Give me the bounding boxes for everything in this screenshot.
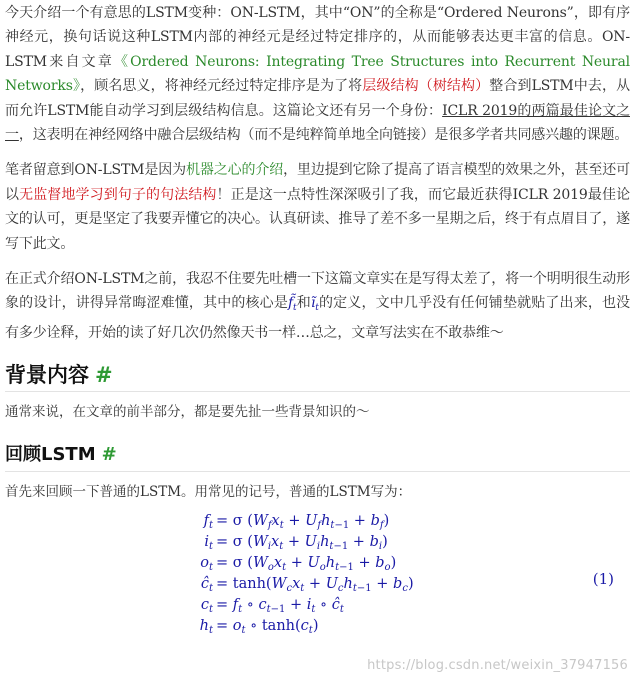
symbol: ĩ (310, 295, 316, 312)
equation-rhs: = σ $(W_ix_t + U_ih_{t-1} + b_i)$ (216, 534, 388, 553)
heading-text: 背景内容 (5, 363, 89, 388)
paper-title-link[interactable]: 《Ordered Neurons: Integrating Tree Structures into Recurrent Neural Networks》 (5, 53, 630, 95)
text: 今天介绍一个有意思的LSTM变种：ON-LSTM，其中“ON”的全称是“Ordered Neurons”，即有序神经元，换句话说这种LSTM内部的神经元是经过特定排序的，从而能够表达更丰富的信息。ON-LSTM来自文章 (5, 5, 630, 70)
equation-hidden-state (5, 618, 425, 639)
equation-lhs: $ĉ_t$ (200, 576, 213, 595)
equation-rhs: = $f_t$ ∘ $c_{t-1} + i_t$ ∘ $ĉ_t$ (216, 597, 344, 616)
unsupervised-syntax-link[interactable]: 无监督地学习到句子的句法结构 (19, 186, 217, 203)
text: ，里边提到它除了提高了语言模型的效果之外，甚至还可以 (5, 162, 630, 203)
symbol: f̃ (287, 295, 294, 312)
text: 在正式介绍ON-LSTM之前，我忍不住要先吐槽一下这篇文章实在是写得太差了，将一个明明很生动形象的设计，讲得异常晦涩难懂，其中的核心是 (5, 271, 630, 312)
equation-cell-state (5, 597, 425, 618)
equation-rhs: = $o_t$ ∘ $\tanh(c_t)$ (216, 618, 319, 637)
lstm-intro-paragraph: 首先来回顾一下普通的LSTM。用常见的记号，普通的LSTM写为： (5, 484, 412, 501)
equation-forget-gate (5, 513, 425, 534)
equation-number: (1) (592, 570, 614, 589)
watermark: https://blog.csdn.net/weixin_37947156 (367, 658, 628, 673)
lstm-equations (5, 511, 630, 651)
equation-lhs: $i_t$ (204, 534, 213, 553)
equation-lhs: $h_t$ (199, 618, 213, 637)
equation-rhs: = σ $(W_fx_t + U_fh_{t-1} + b_f)$ (216, 513, 390, 532)
section-heading-background (5, 360, 630, 392)
equation-rhs: = $\tanh(W_cx_t + U_ch_{t-1} + b_c)$ (216, 576, 414, 595)
text: 的定义，文中几乎没有任何铺垫就贴了出来，也没有多少诠释，开始的读了好几次仍然像天书一样…总之，文章写法实在不敢恭维～ (5, 295, 630, 341)
equation-lhs: $o_t$ (200, 555, 213, 574)
background-paragraph: 通常来说，在文章的前半部分，都是要先扯一些背景知识的～ (5, 404, 370, 421)
section-heading-review-lstm (5, 441, 630, 472)
text: ，顾名思义，将神经元经过特定排序是为了将 (80, 78, 363, 95)
motivation-paragraph (5, 158, 630, 256)
hierarchy-highlight: 层级结构（树结构） (362, 78, 490, 95)
text: 笔者留意到ON-LSTM是因为 (5, 162, 186, 179)
intro-paragraph (5, 0, 630, 147)
critique-paragraph (5, 267, 630, 345)
subscript: t (293, 303, 297, 314)
heading-text: 回顾LSTM (5, 444, 96, 466)
text: 和 (296, 295, 311, 312)
equation-rhs: = σ $(W_ox_t + U_oh_{t-1} + b_o)$ (216, 555, 397, 574)
math-i-tilde-t (310, 295, 319, 314)
equation-output-gate (5, 555, 425, 576)
equation-lhs: $f_t$ (203, 513, 213, 532)
equation-candidate-cell (5, 576, 425, 597)
iclr-best-paper-text: ICLR 2019的两篇最佳论文之一 (5, 102, 630, 144)
equation-lhs: $c_t$ (200, 597, 213, 616)
text: ，这表明在神经网络中融合层级结构（而不是纯粹简单地全向链接）是很多学者共同感兴趣的课题。 (18, 127, 629, 144)
subscript: t (315, 303, 319, 314)
equation-input-gate (5, 534, 425, 555)
jiqizhixin-link[interactable]: 机器之心的介绍 (186, 162, 284, 179)
anchor-link[interactable]: # (95, 363, 113, 388)
text: 整合到LSTM中去，从而允许LSTM能自动学习到层级结构信息。这篇论文还有另一个身份： (5, 78, 630, 119)
text: ！正是这一点特性深深吸引了我，而它最近获得ICLR 2019最佳论文的认可，更是坚定了我要弄懂它的决心。认真研读、推导了差不多一星期之后，终于有点眉目了，遂写下此文。 (5, 186, 630, 252)
anchor-link[interactable]: # (101, 444, 117, 466)
